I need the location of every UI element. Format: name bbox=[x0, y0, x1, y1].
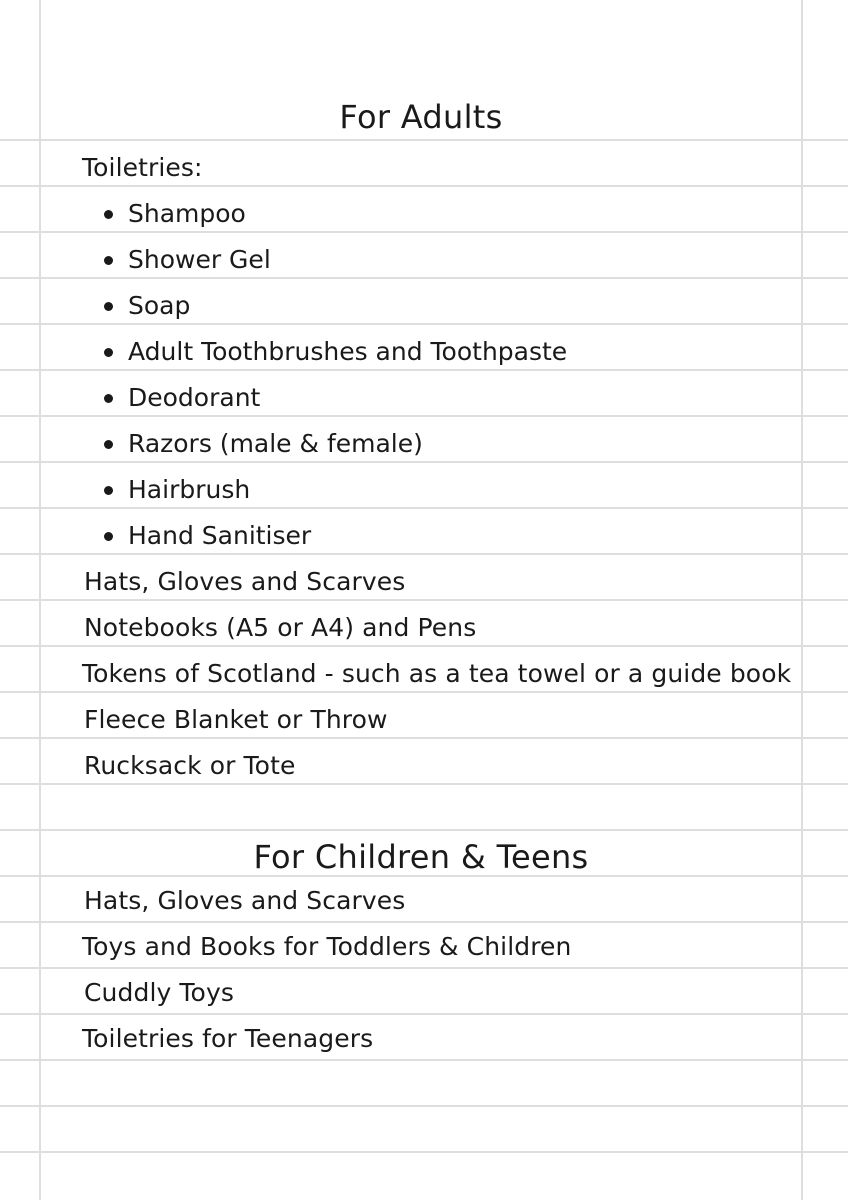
list-item bbox=[104, 474, 250, 506]
list-item bbox=[104, 244, 271, 276]
list-item bbox=[104, 290, 190, 322]
list-item: Cuddly Toys bbox=[84, 978, 234, 1007]
list-item: Notebooks (A5 or A4) and Pens bbox=[84, 613, 477, 642]
list-item-label: Hairbrush bbox=[128, 475, 251, 504]
list-item: Hats, Gloves and Scarves bbox=[84, 567, 406, 596]
list-item: Fleece Blanket or Throw bbox=[84, 705, 388, 734]
list-item-label: Shower Gel bbox=[128, 245, 271, 274]
list-item: Tokens of Scotland - such as a tea towel or a guide book bbox=[82, 659, 792, 688]
list-item-label: Deodorant bbox=[128, 383, 261, 412]
bullet-icon bbox=[104, 440, 113, 449]
list-item-label: Shampoo bbox=[128, 199, 246, 228]
bullet-icon bbox=[104, 210, 113, 219]
list-item: Rucksack or Tote bbox=[84, 751, 296, 780]
list-item: Toiletries for Teenagers bbox=[82, 1024, 374, 1053]
list-item bbox=[104, 336, 567, 368]
bullet-icon bbox=[104, 486, 113, 495]
bullet-icon bbox=[104, 302, 113, 311]
list-item: Hats, Gloves and Scarves bbox=[84, 886, 406, 915]
list-item-label: Razors (male & female) bbox=[128, 429, 423, 458]
list-item-label: Hand Sanitiser bbox=[128, 521, 312, 550]
list-item bbox=[104, 198, 246, 230]
list-item bbox=[104, 520, 311, 552]
bullet-icon bbox=[104, 256, 113, 265]
list-item-label: Adult Toothbrushes and Toothpaste bbox=[128, 337, 568, 366]
toiletries-label: Toiletries: bbox=[82, 153, 203, 182]
children-heading: For Children & Teens bbox=[253, 838, 589, 876]
bullet-icon bbox=[104, 348, 113, 357]
list-item bbox=[104, 382, 260, 414]
list-item-label: Soap bbox=[128, 291, 191, 320]
list-item: Toys and Books for Toddlers & Children bbox=[82, 932, 572, 961]
bullet-icon bbox=[104, 532, 113, 541]
adults-heading: For Adults bbox=[339, 98, 503, 136]
list-item bbox=[104, 428, 423, 460]
bullet-icon bbox=[104, 394, 113, 403]
